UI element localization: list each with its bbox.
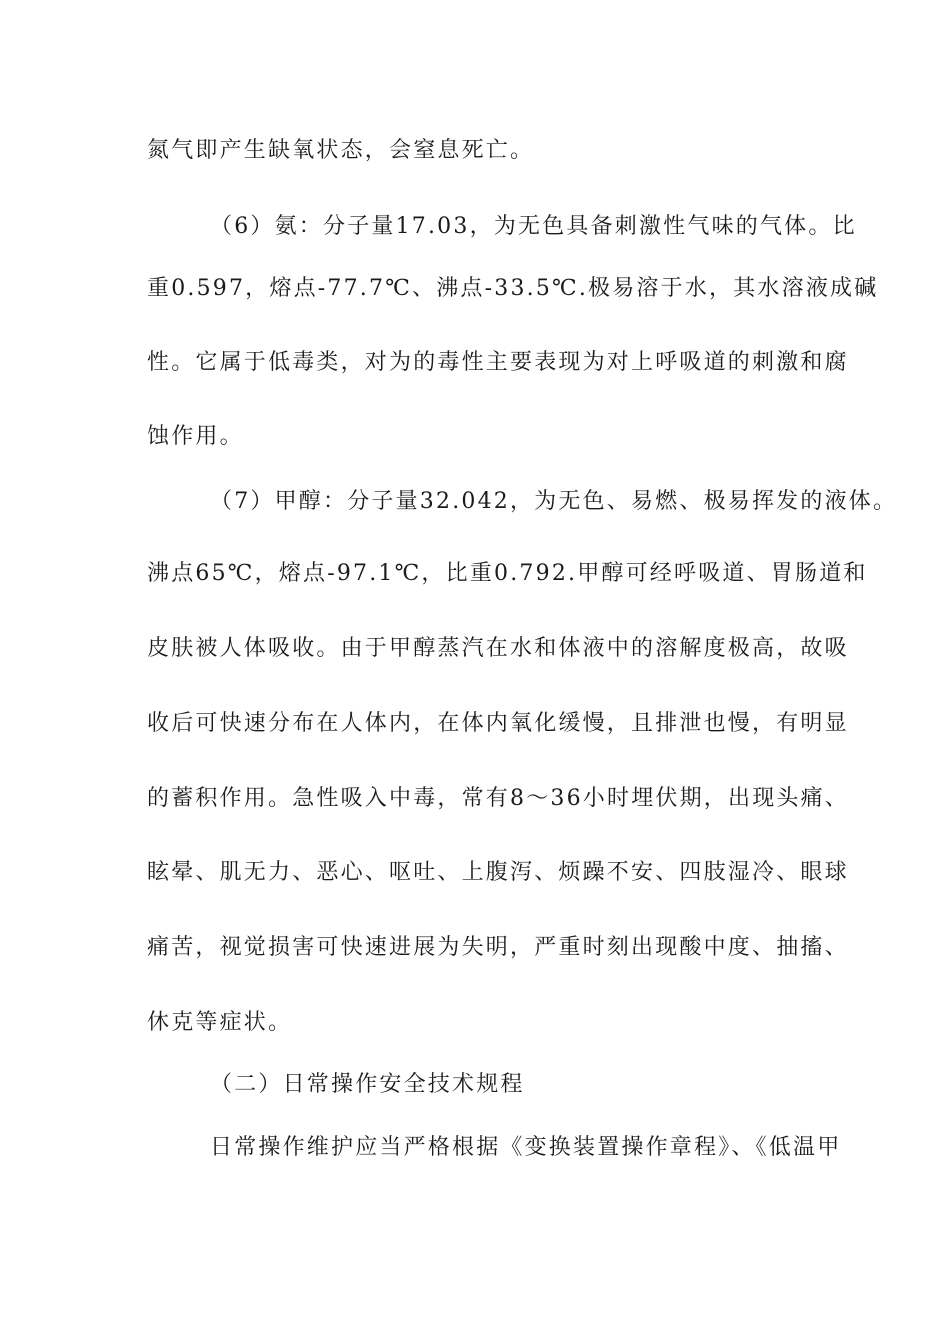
paragraph-line: 痛苦，视觉损害可快速进展为失明，严重时刻出现酸中度、抽搐、 xyxy=(147,935,849,960)
section-heading: （二）日常操作安全技术规程 xyxy=(210,1072,525,1097)
paragraph-line: 休克等症状。 xyxy=(147,1010,293,1035)
paragraph-line: （7）甲醇：分子量32.042，为无色、易燃、极易挥发的液体。 xyxy=(210,489,898,514)
paragraph-line: 蚀作用。 xyxy=(147,424,244,449)
paragraph-line: 的蓄积作用。急性吸入中毒，常有8～36小时埋伏期，出现头痛、 xyxy=(147,786,849,811)
paragraph-line: （6）氨：分子量17.03，为无色具备刺激性气味的气体。比 xyxy=(210,214,857,239)
paragraph-line: 沸点65℃，熔点-97.1℃，比重0.792.甲醇可经呼吸道、胃肠道和 xyxy=(147,561,868,586)
paragraph-line: 皮肤被人体吸收。由于甲醇蒸汽在水和体液中的溶解度极高，故吸 xyxy=(147,636,849,661)
paragraph-line: 性。它属于低毒类，对为的毒性主要表现为对上呼吸道的刺激和腐 xyxy=(147,350,849,375)
paragraph-line: 收后可快速分布在人体内，在体内氧化缓慢，且排泄也慢，有明显 xyxy=(147,711,849,736)
paragraph-line: 日常操作维护应当严格根据《变换装置操作章程》、《低温甲 xyxy=(210,1135,842,1160)
paragraph-line: 氮气即产生缺氧状态，会窒息死亡。 xyxy=(147,138,535,163)
paragraph-line: 重0.597，熔点-77.7℃、沸点-33.5℃.极易溶于水，其水溶液成碱 xyxy=(147,276,879,301)
paragraph-line: 眩晕、肌无力、恶心、呕吐、上腹泻、烦躁不安、四肢湿冷、眼球 xyxy=(147,860,849,885)
